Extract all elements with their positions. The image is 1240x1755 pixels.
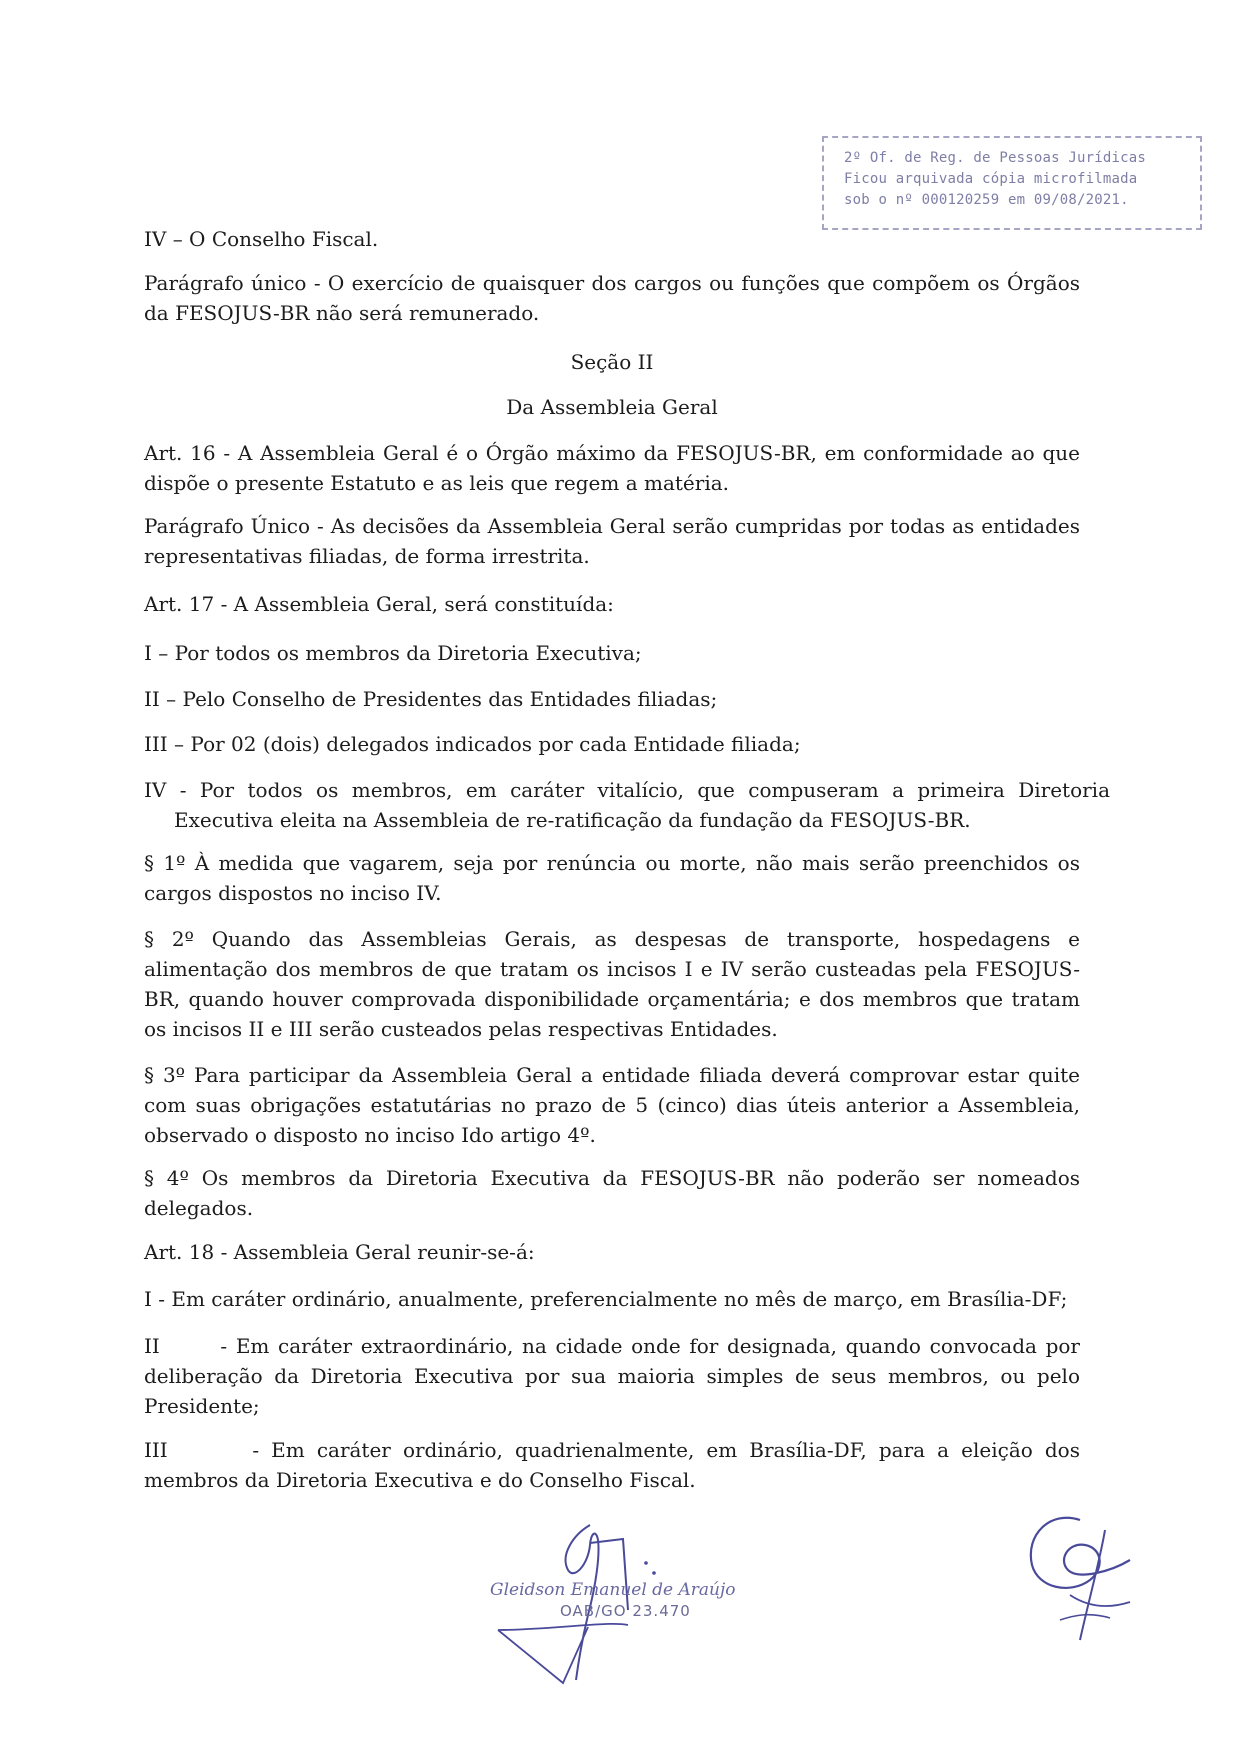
art-17: Art. 17 - A Assembleia Geral, será constituída: <box>144 592 614 616</box>
art-17-paragrafo-2: § 2º Quando das Assembleias Gerais, as despesas de transporte, hospedagens e alimentação dos membros de que tratam os incisos I e IV serão custeadas pela FESOJUS-BR, quando houver comprovada disponibilidade orçamentária; e dos membros que tratam os incisos II e III serão custeados pelas respectivas Entidades. <box>144 927 1080 1041</box>
art-17-inciso-i: I – Por todos os membros da Diretoria Executiva; <box>144 641 642 665</box>
signature-oab-number: OAB/GO 23.470 <box>560 1602 691 1620</box>
art-18-inciso-i: I - Em caráter ordinário, anualmente, preferencialmente no mês de março, em Brasília-DF; <box>144 1287 1068 1311</box>
art-17-inciso-iii: III – Por 02 (dois) delegados indicados por cada Entidade filiada; <box>144 732 801 756</box>
art-17-inciso-iv: IV - Por todos os membros, em caráter vitalício, que compuseram a primeira Diretoria Executiva eleita na Assembleia de re-ratificação da fundação da FESOJUS-BR. <box>144 778 1110 832</box>
art-17-inciso-ii: II – Pelo Conselho de Presidentes das Entidades filiadas; <box>144 687 718 711</box>
art-18-inciso-ii: II - Em caráter extraordinário, na cidade onde for designada, quando convocada por deliberação da Diretoria Executiva por sua maioria simples de seus membros, ou pelo Presidente; <box>144 1334 1087 1418</box>
stamp-line-2: Ficou arquivada cópia microfilmada <box>844 171 1138 187</box>
art-17-paragrafo-1: § 1º À medida que vagarem, seja por renúncia ou morte, não mais serão preenchidos os cargos dispostos no inciso IV. <box>144 851 1080 905</box>
initials-signature <box>1010 1500 1140 1650</box>
signature-name: Gleidson Emanuel de Araújo <box>490 1580 736 1600</box>
item-iv-conselho-fiscal: IV – O Conselho Fiscal. <box>144 227 379 251</box>
art-17-paragrafo-3: § 3º Para participar da Assembleia Geral a entidade filiada deverá comprovar estar quite com suas obrigações estatutárias no prazo de 5 (cinco) dias úteis anterior a Assembleia, observado o disposto no inciso Ido artigo 4º. <box>144 1063 1080 1147</box>
art-18-inciso-iii: III - Em caráter ordinário, quadrienalmente, em Brasília-DF, para a eleição dos membros da Diretoria Executiva e do Conselho Fiscal. <box>144 1438 1087 1492</box>
stamp-line-3: sob o nº 000120259 em 09/08/2021. <box>844 192 1129 208</box>
art-16: Art. 16 - A Assembleia Geral é o Órgão máximo da FESOJUS-BR, em conformidade ao que dispõe o presente Estatuto e as leis que regem a matéria. <box>144 441 1080 495</box>
paragrafo-unico-remuneracao: Parágrafo único - O exercício de quaisquer dos cargos ou funções que compõem os Órgãos da FESOJUS-BR não será remunerado. <box>144 271 1080 325</box>
section-subtitle: Da Assembleia Geral <box>506 395 718 419</box>
art-16-paragrafo-unico: Parágrafo Único - As decisões da Assembleia Geral serão cumpridas por todas as entidades representativas filiadas, de forma irrestrita. <box>144 514 1080 568</box>
art-17-paragrafo-4: § 4º Os membros da Diretoria Executiva da FESOJUS-BR não poderão ser nomeados delegados. <box>144 1166 1080 1220</box>
lawyer-signature <box>478 1515 738 1685</box>
registry-stamp <box>822 136 1202 230</box>
art-18: Art. 18 - Assembleia Geral reunir-se-á: <box>144 1240 535 1264</box>
section-title: Seção II <box>570 350 654 374</box>
stamp-line-1: 2º Of. de Reg. de Pessoas Jurídicas <box>844 150 1147 166</box>
